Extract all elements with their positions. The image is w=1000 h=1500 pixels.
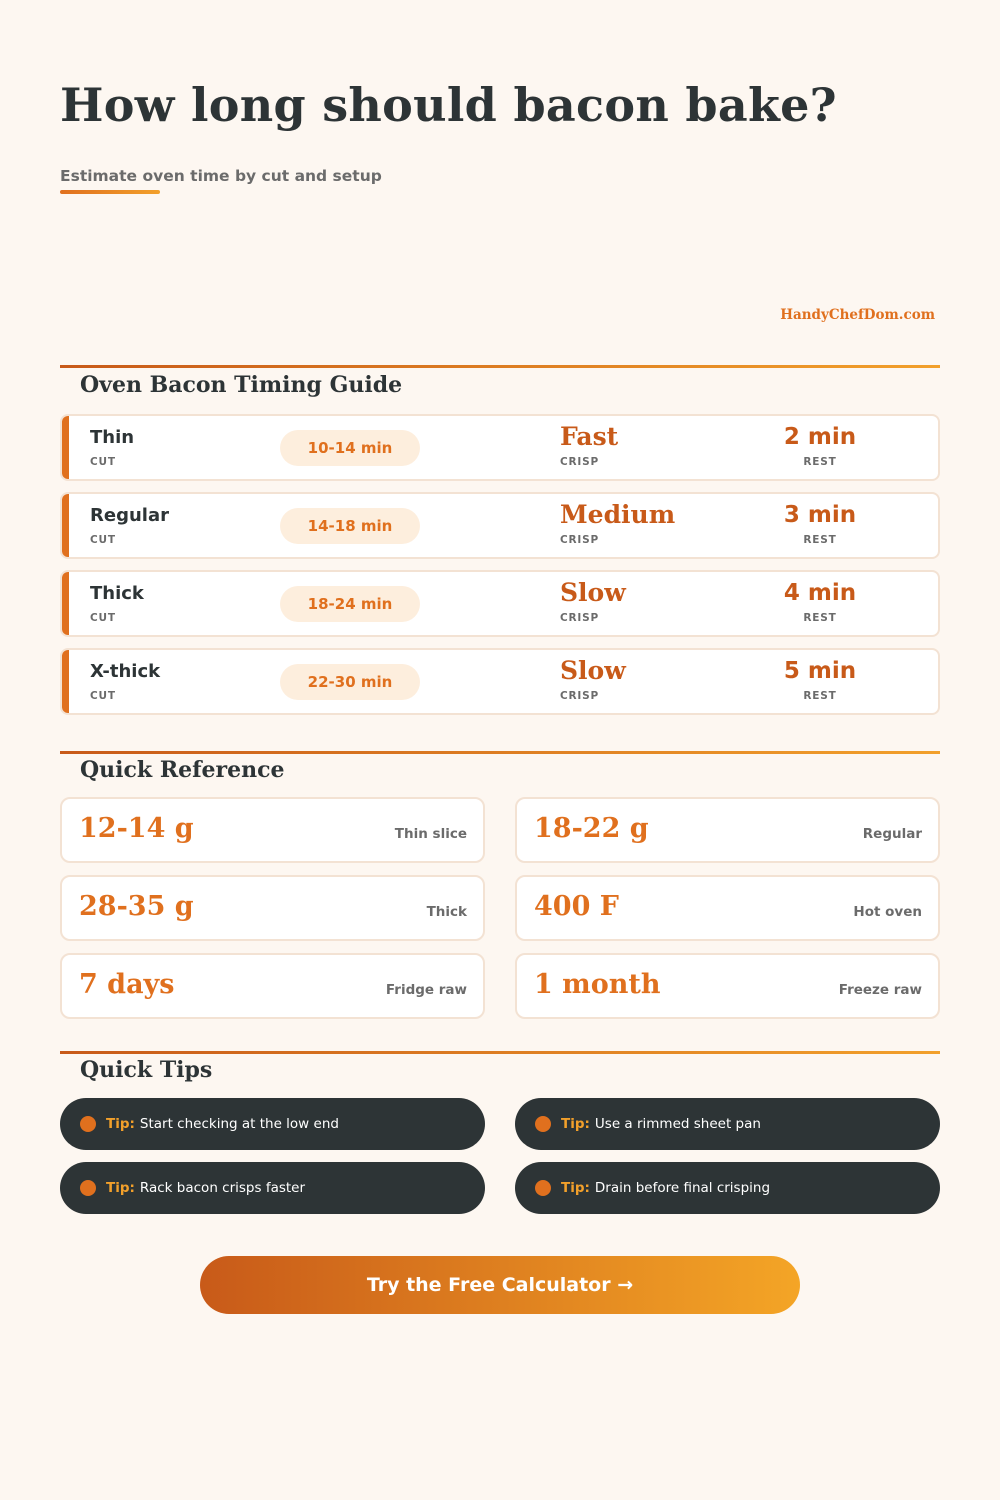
rest-value: 5 min (783, 658, 857, 684)
tip-prefix: Tip: (561, 1180, 590, 1196)
page-title: How long should bacon bake? (60, 78, 837, 132)
rest-value: 3 min (783, 502, 857, 528)
cut-name: Thick (90, 583, 144, 604)
rest-value: 2 min (783, 424, 857, 450)
subtitle-underline (60, 190, 160, 194)
reference-label: Fridge raw (385, 982, 467, 998)
tip-item (60, 1162, 485, 1214)
reference-section-title: Quick Reference (80, 757, 285, 783)
tips-section-title: Quick Tips (80, 1057, 213, 1083)
cut-label: CUT (90, 456, 116, 468)
timing-row-thin (60, 414, 940, 481)
crisp-label: CRISP (560, 534, 599, 546)
rest-label: REST (803, 690, 837, 702)
timing-row-x-thick (60, 648, 940, 715)
cut-label: CUT (90, 612, 116, 624)
row-accent-bar (62, 650, 69, 713)
bullet-dot-icon (80, 1180, 96, 1196)
timing-row-regular (60, 492, 940, 559)
tip-item (515, 1098, 940, 1150)
page-subtitle: Estimate oven time by cut and setup (60, 167, 382, 185)
cut-label: CUT (90, 534, 116, 546)
crisp-value: Slow (560, 578, 626, 607)
timing-section-title: Oven Bacon Timing Guide (80, 372, 403, 398)
crisp-value: Slow (560, 656, 626, 685)
row-accent-bar (62, 494, 69, 557)
bullet-dot-icon (535, 1116, 551, 1132)
tip-prefix: Tip: (106, 1180, 135, 1196)
reference-card (60, 797, 485, 863)
rest-label: REST (803, 456, 837, 468)
crisp-label: CRISP (560, 612, 599, 624)
tip-text: Start checking at the low end (139, 1116, 339, 1132)
tip-text: Drain before final crisping (594, 1180, 771, 1196)
reference-value: 1 month (534, 969, 661, 1000)
time-pill: 22-30 min (280, 664, 420, 700)
time-pill: 14-18 min (280, 508, 420, 544)
reference-card (60, 953, 485, 1019)
reference-card (515, 953, 940, 1019)
reference-label: Freeze raw (838, 982, 922, 998)
reference-label: Hot oven (853, 904, 922, 920)
tip-item (515, 1162, 940, 1214)
tip-item (60, 1098, 485, 1150)
time-pill: 18-24 min (280, 586, 420, 622)
reference-card (60, 875, 485, 941)
row-accent-bar (62, 572, 69, 635)
reference-value: 28-35 g (79, 891, 194, 922)
rest-value: 4 min (783, 580, 857, 606)
cut-name: Thin (90, 427, 135, 448)
crisp-label: CRISP (560, 690, 599, 702)
free-calculator-button[interactable]: Try the Free Calculator → (200, 1256, 800, 1314)
tips-divider (60, 1051, 940, 1054)
reference-value: 7 days (79, 969, 175, 1000)
reference-divider (60, 751, 940, 754)
site-name: HandyChefDom.com (780, 307, 935, 323)
reference-value: 18-22 g (534, 813, 649, 844)
bullet-dot-icon (535, 1180, 551, 1196)
tip-prefix: Tip: (561, 1116, 590, 1132)
time-pill: 10-14 min (280, 430, 420, 466)
reference-label: Thick (426, 904, 467, 920)
reference-label: Thin slice (394, 826, 467, 842)
timing-row-thick (60, 570, 940, 637)
tip-text: Rack bacon crisps faster (139, 1180, 306, 1196)
reference-label: Regular (862, 826, 922, 842)
crisp-label: CRISP (560, 456, 599, 468)
cut-name: X-thick (90, 661, 161, 682)
reference-card (515, 875, 940, 941)
row-accent-bar (62, 416, 69, 479)
timing-divider (60, 365, 940, 368)
bullet-dot-icon (80, 1116, 96, 1132)
tip-text: Use a rimmed sheet pan (594, 1116, 761, 1132)
crisp-value: Fast (560, 422, 619, 451)
cut-label: CUT (90, 690, 116, 702)
cut-name: Regular (90, 505, 169, 526)
reference-card (515, 797, 940, 863)
crisp-value: Medium (560, 500, 676, 529)
rest-label: REST (803, 534, 837, 546)
reference-value: 12-14 g (79, 813, 194, 844)
reference-value: 400 F (534, 891, 619, 922)
tip-prefix: Tip: (106, 1116, 135, 1132)
rest-label: REST (803, 612, 837, 624)
